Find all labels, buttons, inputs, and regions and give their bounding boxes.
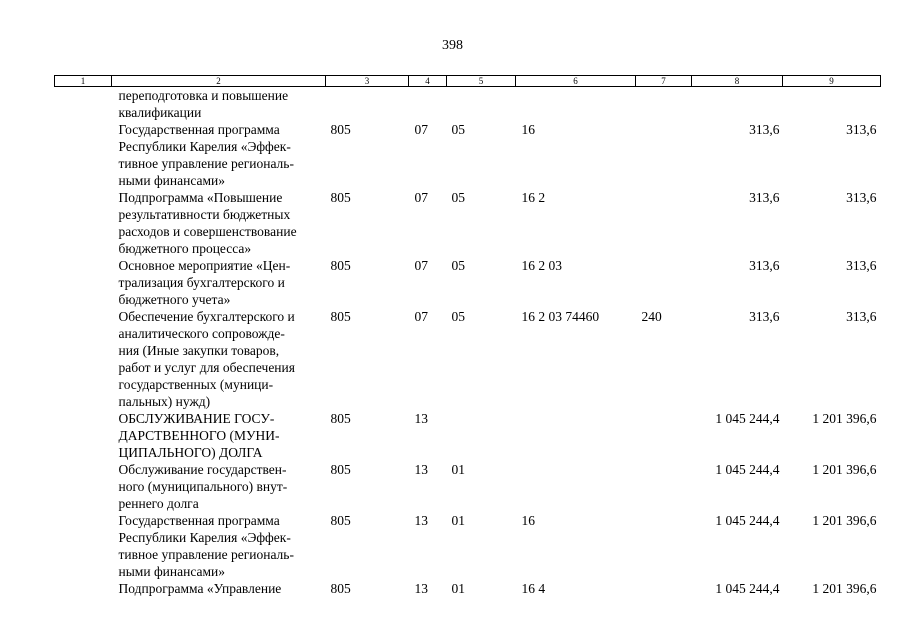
subsection-code: 05 xyxy=(451,190,465,205)
subsection-code: 01 xyxy=(451,513,465,528)
amount-year-2: 1 201 396,6 xyxy=(812,581,877,596)
amount-year-2: 313,6 xyxy=(846,122,877,137)
row-number-cell xyxy=(55,87,112,122)
table-row xyxy=(55,308,881,410)
target-article-code xyxy=(516,461,636,512)
column-header-2: 2 xyxy=(112,76,326,87)
amount-year-1: 313,6 xyxy=(749,309,780,324)
section-code: 13 xyxy=(414,462,428,477)
amount-year-1 xyxy=(692,87,783,122)
column-header-9: 9 xyxy=(783,76,881,87)
section-code xyxy=(409,87,447,122)
expense-type-code xyxy=(636,257,692,308)
target-article-code: 16 2 xyxy=(521,190,546,205)
expense-type-code xyxy=(636,87,692,122)
amount-year-1: 1 045 244,4 xyxy=(715,411,780,426)
amount-year-2: 1 201 396,6 xyxy=(812,462,877,477)
admin-code xyxy=(326,87,409,122)
column-header-3: 3 xyxy=(326,76,409,87)
target-article-code: 16 2 03 74460 xyxy=(521,309,600,324)
target-article-code: 16 xyxy=(521,513,535,528)
table-row xyxy=(55,512,881,580)
amount-year-2: 1 201 396,6 xyxy=(812,513,877,528)
column-header-8: 8 xyxy=(692,76,783,87)
column-header-4: 4 xyxy=(409,76,447,87)
subsection-code: 05 xyxy=(451,122,465,137)
amount-year-1: 1 045 244,4 xyxy=(715,462,780,477)
expense-type-code xyxy=(636,410,692,461)
column-header-7: 7 xyxy=(636,76,692,87)
table-row xyxy=(55,121,881,189)
amount-year-1: 313,6 xyxy=(749,190,780,205)
admin-code: 805 xyxy=(330,462,351,477)
expense-type-code xyxy=(636,121,692,189)
admin-code: 805 xyxy=(330,258,351,273)
subsection-code: 01 xyxy=(451,581,465,596)
column-header-6: 6 xyxy=(516,76,636,87)
target-article-code: 16 2 03 xyxy=(521,258,562,273)
page-number: 398 xyxy=(442,38,463,53)
column-header-5: 5 xyxy=(447,76,516,87)
table-row xyxy=(55,189,881,257)
row-number-cell xyxy=(55,308,112,410)
section-code: 07 xyxy=(414,258,428,273)
section-code: 13 xyxy=(414,513,428,528)
row-number-cell xyxy=(55,461,112,512)
item-name: Государственная программа Республики Карелия «Эффек- тивное управление региональ- ными финансами» xyxy=(118,513,294,579)
subsection-code: 05 xyxy=(451,258,465,273)
item-name: Основное мероприятие «Цен- трализация бухгалтерского и бюджетного учета» xyxy=(118,258,291,307)
item-name: Подпрограмма «Повышение результативности бюджетных расходов и совершенствование бюджетного процесса» xyxy=(118,190,297,256)
row-number-cell xyxy=(55,410,112,461)
row-number-cell xyxy=(55,189,112,257)
table-row xyxy=(55,580,881,597)
row-number-cell xyxy=(55,121,112,189)
amount-year-2: 1 201 396,6 xyxy=(812,411,877,426)
admin-code: 805 xyxy=(330,513,351,528)
item-name: ОБСЛУЖИВАНИЕ ГОСУ- ДАРСТВЕННОГО (МУНИ- ЦИПАЛЬНОГО) ДОЛГА xyxy=(118,411,280,460)
table-row xyxy=(55,461,881,512)
section-code: 07 xyxy=(414,122,428,137)
table-row xyxy=(55,410,881,461)
admin-code: 805 xyxy=(330,581,351,596)
admin-code: 805 xyxy=(330,309,351,324)
row-number-cell xyxy=(55,580,112,597)
section-code: 13 xyxy=(414,411,428,426)
subsection-code: 05 xyxy=(451,309,465,324)
amount-year-1: 313,6 xyxy=(749,258,780,273)
amount-year-2: 313,6 xyxy=(846,258,877,273)
budget-table xyxy=(54,75,881,597)
expense-type-code xyxy=(636,461,692,512)
table-row xyxy=(55,257,881,308)
amount-year-2 xyxy=(783,87,881,122)
item-name: Обеспечение бухгалтерского и аналитического сопровожде- ния (Иные закупки товаров, работ и услуг для обеспечения государственных (муници- пальных) нужд) xyxy=(118,309,295,409)
amount-year-2: 313,6 xyxy=(846,190,877,205)
amount-year-1: 1 045 244,4 xyxy=(715,513,780,528)
item-name: Государственная программа Республики Карелия «Эффек- тивное управление региональ- ными финансами» xyxy=(118,122,294,188)
target-article-code xyxy=(516,87,636,122)
table-row xyxy=(55,87,881,122)
section-code: 07 xyxy=(414,190,428,205)
section-code: 13 xyxy=(414,581,428,596)
target-article-code: 16 4 xyxy=(521,581,546,596)
item-name: переподготовка и повышение квалификации xyxy=(118,88,289,120)
expense-type-code xyxy=(636,580,692,597)
section-code: 07 xyxy=(414,309,428,324)
item-name: Подпрограмма «Управление xyxy=(118,581,282,596)
expense-type-code xyxy=(636,512,692,580)
target-article-code: 16 xyxy=(521,122,535,137)
admin-code: 805 xyxy=(330,190,351,205)
column-header-1: 1 xyxy=(55,76,112,87)
subsection-code xyxy=(447,87,516,122)
amount-year-1: 1 045 244,4 xyxy=(715,581,780,596)
item-name: Обслуживание государствен- ного (муниципального) внут- реннего долга xyxy=(118,462,288,511)
admin-code: 805 xyxy=(330,122,351,137)
amount-year-1: 313,6 xyxy=(749,122,780,137)
subsection-code: 01 xyxy=(451,462,465,477)
subsection-code xyxy=(447,410,516,461)
row-number-cell xyxy=(55,257,112,308)
expense-type-code: 240 xyxy=(641,309,662,324)
admin-code: 805 xyxy=(330,411,351,426)
header-row xyxy=(55,76,881,87)
amount-year-2: 313,6 xyxy=(846,309,877,324)
expense-type-code xyxy=(636,189,692,257)
target-article-code xyxy=(516,410,636,461)
row-number-cell xyxy=(55,512,112,580)
